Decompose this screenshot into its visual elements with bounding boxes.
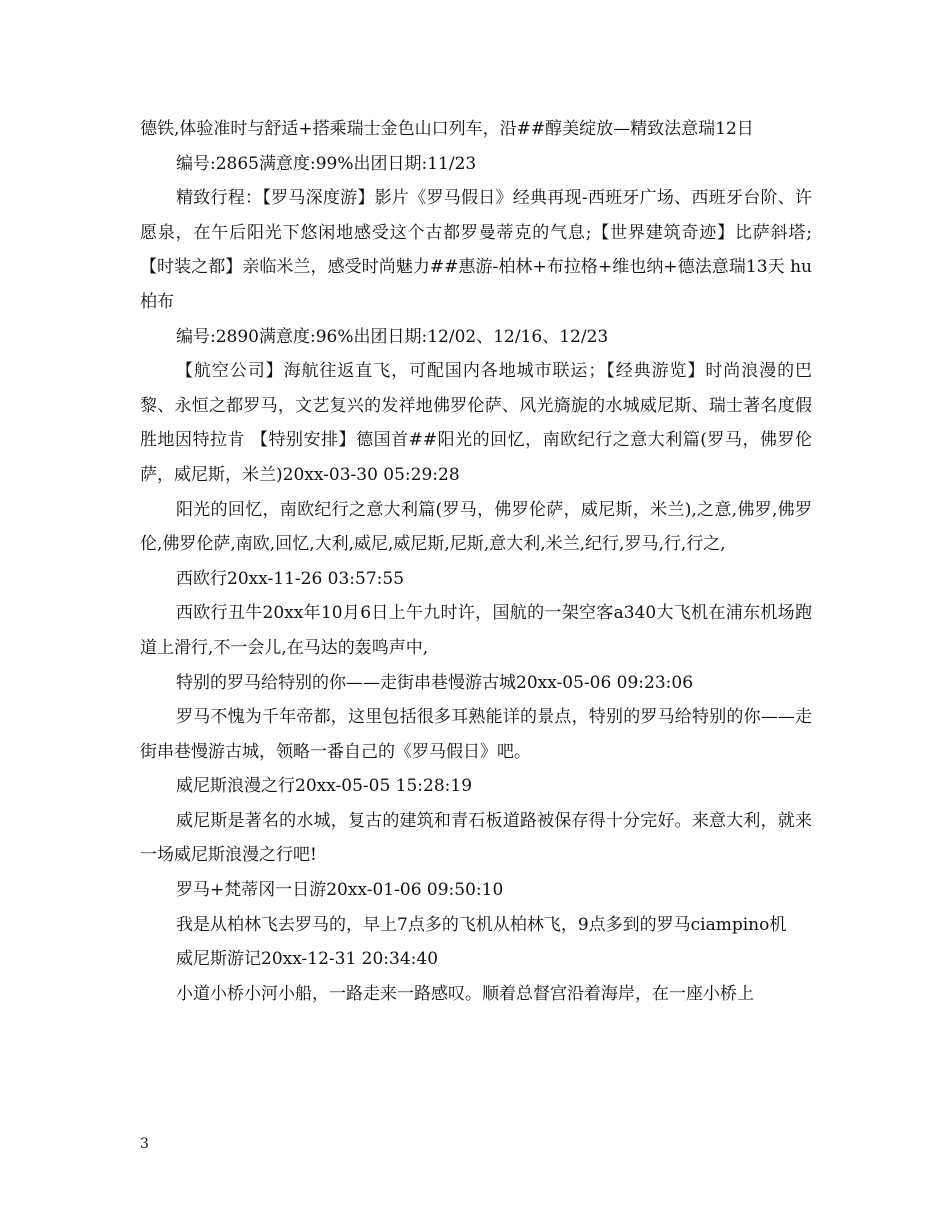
paragraph: 威尼斯浪漫之行20xx-05-05 15:28:19 <box>176 776 473 797</box>
paragraph: 西欧行丑牛20xx年10月6日上午九时许，国航的一架空客a340大飞机在浦东机场跑道上滑行,不一会儿,在马达的轰鸣声中, <box>140 603 812 658</box>
paragraph: 罗马+梵蒂冈一日游20xx-01-06 09:50:10 <box>176 880 504 901</box>
paragraph: 我是从柏林飞去罗马的，早上7点多的飞机从柏林飞，9点多到的罗马ciampino机 <box>176 914 787 935</box>
paragraph: 编号:2890满意度:96%出团日期:12/02、12/16、12/23 <box>176 326 609 347</box>
paragraph: 德铁,体验准时与舒适+搭乘瑞士金色山口列车，沿##醇美绽放—精致法意瑞12日 <box>140 119 754 139</box>
paragraph: 威尼斯是著名的水城，复古的建筑和青石板道路被保存得十分完好。来意大利，就来一场威尼斯浪漫之行吧! <box>140 810 812 866</box>
paragraph: 威尼斯游记20xx-12-31 20:34:40 <box>176 949 439 970</box>
paragraph: 编号:2865满意度:99%出团日期:11/23 <box>176 153 477 174</box>
paragraph: 特别的罗马给特别的你——走街串巷慢游古城20xx-05-06 09:23:06 <box>176 672 694 693</box>
paragraph: 小道小桥小河小船，一路走来一路感叹。顺着总督宫沿着海岸，在一座小桥上 <box>176 983 754 1004</box>
paragraph: 【航空公司】海航往返直飞，可配国内各地城市联运；【经典游览】时尚浪漫的巴黎、永恒之都罗马，文艺复兴的发祥地佛罗伦萨、风光旖旎的水城威尼斯、瑞士著名度假胜地因特拉肯 【特别安排】德国首##阳光的回忆，南欧纪行之意大利篇(罗马，佛罗伦萨，威尼斯，米兰)20xx-03-30 05:29:28 <box>140 361 812 485</box>
paragraph: 西欧行20xx-11-26 03:57:55 <box>176 568 405 589</box>
page-number: 3 <box>140 1136 149 1152</box>
paragraph: 罗马不愧为千年帝都，这里包括很多耳熟能详的景点，特别的罗马给特别的你——走街串巷慢游古城，领略一番自己的《罗马假日》吧。 <box>140 707 812 762</box>
paragraph: 阳光的回忆，南欧纪行之意大利篇(罗马，佛罗伦萨，威尼斯，米兰),之意,佛罗,佛罗伦,佛罗伦萨,南欧,回忆,大利,威尼,威尼斯,尼斯,意大利,米兰,纪行,罗马,行,行之, <box>140 499 812 555</box>
document-body <box>140 112 812 1011</box>
paragraph: 精致行程：【罗马深度游】影片《罗马假日》经典再现-西班牙广场、西班牙台阶、许愿泉，在午后阳光下悠闲地感受这个古都罗曼蒂克的气息;【世界建筑奇迹】比萨斜塔;【时装之都】亲临米兰，感受时尚魅力##惠游-柏林+布拉格+维也纳+德法意瑞13天 hu 柏布 <box>140 188 812 312</box>
